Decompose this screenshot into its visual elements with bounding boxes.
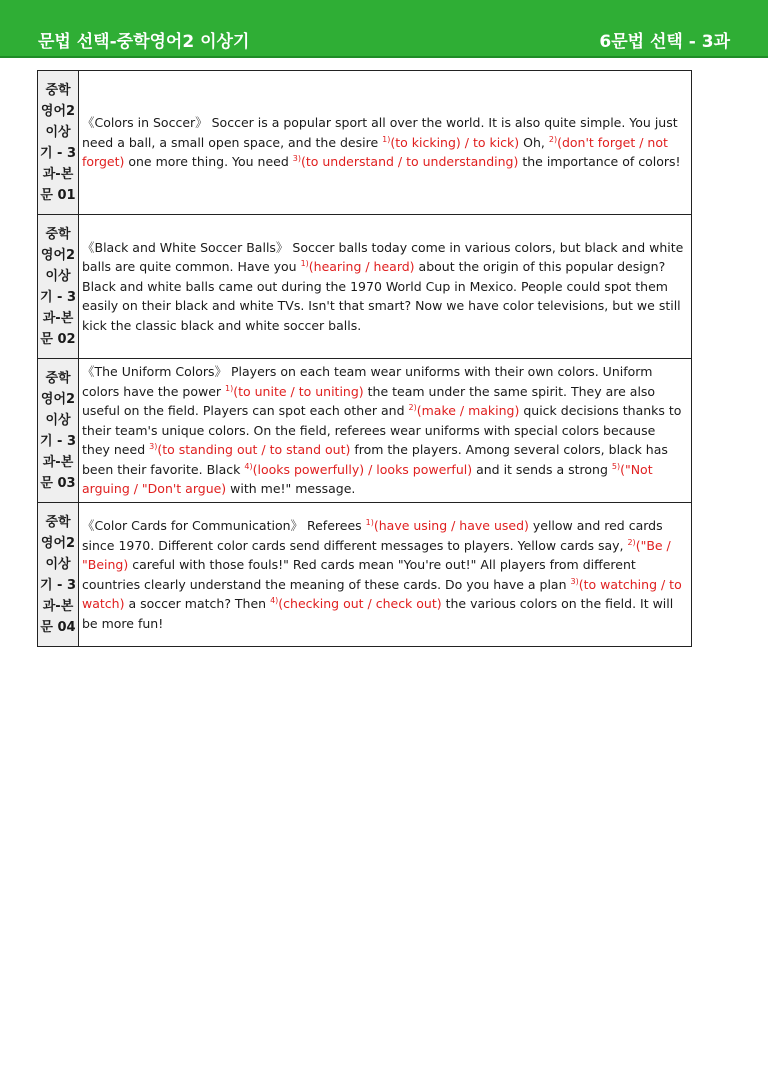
table-row: [38, 215, 692, 359]
question-number: 2): [627, 537, 636, 547]
passage-segment: yellow and red cards since 1970. Different color cards send different messages to players. Yellow cards say,: [82, 518, 663, 553]
passage-label: [38, 359, 79, 503]
label-line: 영어2: [40, 535, 76, 551]
grammar-choice: (to understand / to understanding): [300, 154, 519, 170]
label-line: 문 02: [40, 331, 76, 347]
label-line: 과-본: [42, 166, 74, 182]
question-number: 1): [382, 134, 391, 144]
label-line: 영어2: [40, 247, 76, 263]
table-row: [38, 503, 692, 647]
passage-segment: from the players. Among several colors, black has been their favorite. Black: [82, 442, 668, 477]
question-number: 2): [408, 403, 417, 413]
label-line: 과-본: [42, 598, 74, 614]
passage-segment: the various colors on the field. It will be more fun!: [82, 596, 674, 631]
label-line: 중학: [45, 226, 71, 242]
label-line: 기 - 3: [39, 145, 77, 161]
label-line: 이상: [45, 556, 71, 572]
grammar-choice: (have using / have used): [373, 518, 529, 533]
grammar-choice: (to unite / to uniting): [233, 383, 364, 399]
label-line: 과-본: [42, 454, 74, 470]
passage-segment: Oh,: [519, 134, 549, 150]
grammar-choice: ("Be / "Being): [82, 537, 671, 572]
label-line: 기 - 3: [39, 433, 77, 449]
question-number: 1): [225, 383, 234, 393]
question-number: 1): [365, 518, 374, 527]
passage-label: [38, 215, 79, 359]
question-number: 4): [270, 596, 279, 605]
label-line: 이상: [45, 268, 71, 284]
passage-segment: one more thing. You need: [124, 154, 293, 170]
passage-text: [79, 71, 692, 215]
grammar-choice: (to watching / to watch): [82, 576, 682, 611]
label-line: 중학: [45, 370, 71, 386]
label-line: 중학: [45, 514, 71, 530]
passage-segment: careful with those fouls!" Red cards mean "You're out!" All players from different countries clearly understand the meaning of these cards. Do you have a plan: [82, 557, 636, 592]
grammar-choice: (to standing out / to stand out): [157, 442, 351, 458]
question-number: 3): [570, 576, 579, 586]
passage-segment: about the origin of this popular design? Black and white balls came out during the 1970 World Cup in Mexico. People could spot them easily on their black and white TVs. Isn't that smart? Now we have color televisions, but we still kick the classic black and white soccer balls.: [82, 259, 681, 333]
label-line: 이상: [45, 412, 71, 428]
passage-segment: and it sends a strong: [472, 461, 612, 477]
table-row: [38, 71, 692, 215]
passage-segment: quick decisions thanks to their team's unique colors. On the field, referees wear uniforms with special colors because they need: [82, 403, 682, 458]
passage-segment: 《Colors in Soccer》 Soccer is a popular sport all over the world. It is also quite simple. You just need a ball, a small open space, and the desire: [82, 115, 678, 150]
label-line: 이상: [45, 124, 71, 140]
grammar-choice: (hearing / heard): [308, 259, 415, 275]
label-line: 문 03: [40, 475, 76, 491]
question-number: 1): [300, 259, 309, 269]
label-line: 기 - 3: [39, 289, 77, 305]
passage-segment: with me!" message.: [226, 481, 356, 497]
question-number: 3): [149, 442, 158, 452]
label-line: 문 04: [40, 619, 76, 635]
grammar-choice: (checking out / check out): [278, 596, 442, 611]
label-line: 영어2: [40, 391, 76, 407]
passage-text: [79, 215, 692, 359]
passage-segment: 《Color Cards for Communication》 Referees: [82, 518, 366, 533]
page-header: [0, 0, 768, 58]
passage-segment: a soccer match? Then: [124, 596, 271, 611]
header-title: 문법 선택-중학영어2 이상기: [38, 32, 250, 52]
passage-segment: 《The Uniform Colors》 Players on each team wear uniforms with their own colors. Uniform colors have the power: [82, 364, 653, 399]
grammar-choice: (don't forget / not forget): [82, 134, 668, 170]
label-line: 기 - 3: [39, 577, 77, 593]
label-line: 중학: [45, 82, 71, 98]
grammar-choice: ("Not arguing / "Don't argue): [82, 461, 653, 497]
header-lesson: 6문법 선택 - 3과: [599, 32, 730, 52]
passage-label: [38, 503, 79, 647]
question-number: 5): [611, 461, 621, 471]
label-line: 문 01: [40, 187, 76, 203]
passage-segment: the importance of colors!: [518, 154, 681, 170]
table-row: [38, 359, 692, 503]
grammar-choice: (to kicking) / to kick): [390, 134, 520, 150]
question-number: 3): [292, 154, 301, 164]
passage-text: [79, 359, 692, 503]
question-number: 2): [548, 134, 558, 144]
question-number: 4): [244, 461, 253, 471]
label-line: 영어2: [40, 103, 76, 119]
label-line: 과-본: [42, 310, 74, 326]
passage-segment: the team under the same spirit. They are also useful on the field. Players can spot each other and: [82, 383, 656, 419]
passage-label: [38, 71, 79, 215]
grammar-choice: (make / making): [416, 403, 520, 419]
passage-text: [79, 503, 692, 647]
lesson-table: [37, 70, 692, 647]
passage-segment: 《Black and White Soccer Balls》 Soccer balls today come in various colors, but black and white balls are quite common. Have you: [82, 239, 684, 275]
grammar-choice: (looks powerfully) / looks powerful): [252, 461, 473, 477]
